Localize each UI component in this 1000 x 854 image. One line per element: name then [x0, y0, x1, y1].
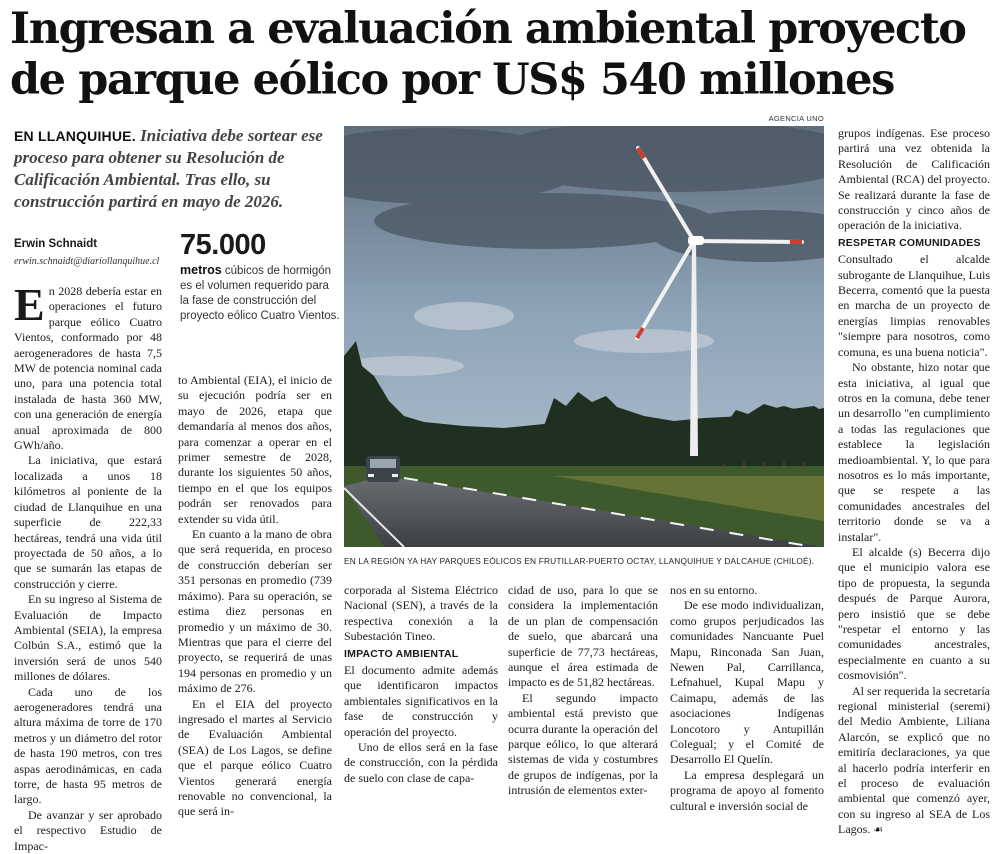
paragraph: De avanzar y ser aprobado el respectivo Estudio de Impac- [14, 807, 162, 853]
fact-text: cúbicos de hormigón es el volumen requerido para la fase de construcción del proyecto eólico Cuatro Vientos. [180, 265, 340, 322]
deck-text: Iniciativa debe sortear ese proceso para obtener su Resolución de Calificación Ambiental. Tras ello, su construcción partirá en mayo de 2026. [14, 126, 323, 211]
end-mark-icon: ☙ [873, 823, 884, 837]
paragraph: cidad de uso, para lo que se considera la implementación de un plan de compensación de suelo, que abarcará una superficie de 77,73 hectáreas, aunque el área estimada de impacto es de 51,82 hectáreas. [508, 583, 658, 690]
paragraph [14, 279, 162, 453]
paragraph: En el EIA del proyecto ingresado el martes al Servicio de Evaluación Ambiental (SEA) de Los Lagos, se define que el parque eólico Cuatro Vientos generará energía renovable no convencional, la que será in- [178, 696, 332, 819]
subheading-impacto: IMPACTO AMBIENTAL [344, 647, 459, 660]
author-email: erwin.schnaidt@diariollanquihue.cl [14, 256, 160, 267]
paragraph: Consultado el alcalde subrogante de Llanquihue, Luis Becerra, comentó que la puesta en marcha de un proyecto de energías limpias renovables "siempre para nosotros, como comuna, es una buena noticia". [838, 252, 990, 359]
body-column-2 [178, 373, 332, 820]
body-column-5 [670, 583, 824, 814]
subheading-respetar: RESPETAR COMUNIDADES [838, 236, 981, 249]
byline [14, 238, 174, 267]
paragraph: Uno de ellos será en la fase de construcción, con la pérdida de suelo con clase de capa- [344, 740, 498, 785]
paragraph: En cuanto a la mano de obra que será requerida, en proceso de construcción deberían ser 351 personas en promedio (739 máximo). Para su operación, se estima diez personas en promedio y un máximo de 30. Mientras que para el cierre del proyecto, se requerirá de unas 194 personas en promedio y un máximo de 276. [178, 527, 332, 696]
dropcap: E [14, 279, 45, 330]
paragraph: corporada al Sistema Eléctrico Nacional (SEN), a través de la respectiva conexión a la Subestación Tineo. [344, 583, 498, 644]
deck [14, 125, 332, 213]
fact-text-block [180, 263, 340, 324]
body-column-3 [344, 583, 498, 786]
photo-illustration [344, 126, 824, 547]
photo-caption: EN LA REGIÓN YA HAY PARQUES EÓLICOS EN FRUTILLAR-PUERTO OCTAY, LLANQUIHUE Y DALCAHUE (CHILOÉ). [344, 556, 815, 566]
paragraph: La empresa desplegará un programa de apoyo al fomento cultural e inversión social de [670, 767, 824, 813]
paragraph: De ese modo individualizan, como grupos perjudicados las comunidades Nancuante Puel Mapu, Rinconada San Juan, Newen Pal, Carrillanca, Lefnahuel, Kupal Mapu y Caimapu, además de las asociaciones Indígenas Loncotoro y Antupillán Colegual; y el Comité de Desarrollo El Quelín. [670, 598, 824, 767]
body-column-4 [508, 583, 658, 799]
fact-lead: metros [180, 263, 222, 277]
fact-box [180, 228, 340, 324]
paragraph: grupos indígenas. Ese proceso partirá una vez obtenida la Resolución de Calificación Ambiental (RCA) del proyecto. Se realizará durante la fase de construcción y cinco años de operación de la iniciativa. [838, 126, 990, 233]
paragraph: La iniciativa, que estará localizada a unos 18 kilómetros al poniente de la ciudad de Llanquihue en una superficie de 222,33 hectáreas, tendrá una vida útil proyectada de 50 años, a lo que se sumarán las etapas de construcción y cierre. [14, 453, 162, 591]
paragraph: Cada uno de los aerogeneradores tendrá una altura máxima de torre de 170 metros y un diámetro del rotor de hasta 190 metros, con tres aspas aerodinámicas, en cada torre, de hasta 95 metros de largo. [14, 684, 162, 807]
paragraph-text: Al ser requerida la secretaría regional ministerial (seremi) del Medio Ambiente, Liliana Alarcón, se explicó que no emitiría declaraciones, ya que al hacerlo podría interferir en el proceso de evaluación ambiental que comenzó ayer, con su ingreso al SEA de Los Lagos. [838, 683, 990, 837]
headline: Ingresan a evaluación ambiental proyecto de parque eólico por US$ 540 millones [10, 4, 966, 105]
paragraph: to Ambiental (EIA), el inicio de su ejecución podría ser en mayo de 2026, etapa que demandaría al menos dos años, para comenzar a operar en el primer semestre de 2028, durante los siguientes 50 años, tiempo en el que los equipos podrán ser renovados para extender su vida útil. [178, 373, 332, 526]
paragraph: El alcalde (s) Becerra dijo que el municipio valora ese tipo de propuesta, la segunda después de Parque Aurora, pero insistió que se debe "respetar el entorno y las comunidades ancestrales, especialmente en cuanto a su cosmovisión". [838, 544, 990, 683]
car [366, 456, 400, 482]
paragraph-text: n 2028 debería estar en operaciones el futuro parque eólico Cuatro Vientos, conformado por 48 aerogeneradores de hasta 7,5 MW de potencia nominal cada uno, para una potencia total instalada de hasta 360 MW, con una generación de energía anual aproximada de 800 GWh/año. [14, 284, 162, 453]
kicker: EN LLANQUIHUE. [14, 128, 136, 144]
paragraph [838, 684, 990, 838]
photo-credit: AGENCIA UNO [768, 114, 824, 123]
fact-number: 75.000 [180, 229, 266, 261]
author-name: Erwin Schnaidt [14, 238, 98, 250]
body-column-6 [838, 126, 990, 838]
paragraph: El documento admite además que identificaron impactos ambientales significativos en la fase de construcción y operación del proyecto. [344, 663, 498, 739]
wind-turbine-photo [344, 126, 824, 547]
paragraph: En su ingreso al Sistema de Evaluación de Impacto Ambiental (SEIA), la empresa Colbún S.A., estimó que la inversión será de unos 540 millones de dólares. [14, 592, 162, 684]
paragraph: nos en su entorno. [670, 583, 758, 597]
paragraph: No obstante, hizo notar que esta iniciativa, al igual que otros en la comuna, debe tener un desarrollo "en cumplimiento a todas las regulaciones que establece la legislación medioambiental. Y, lo que para nosotros es lo más importante, que se respete a las comunidades ancestrales del territorio donde se va a instalar". [838, 360, 990, 544]
paragraph: El segundo impacto ambiental está previsto que ocurra durante la operación del parque eólico, lo que alterará sistemas de vida y costumbres de grupos de indígenas, por la intrusión de elementos exter- [508, 690, 658, 798]
body-column-1 [14, 279, 162, 854]
